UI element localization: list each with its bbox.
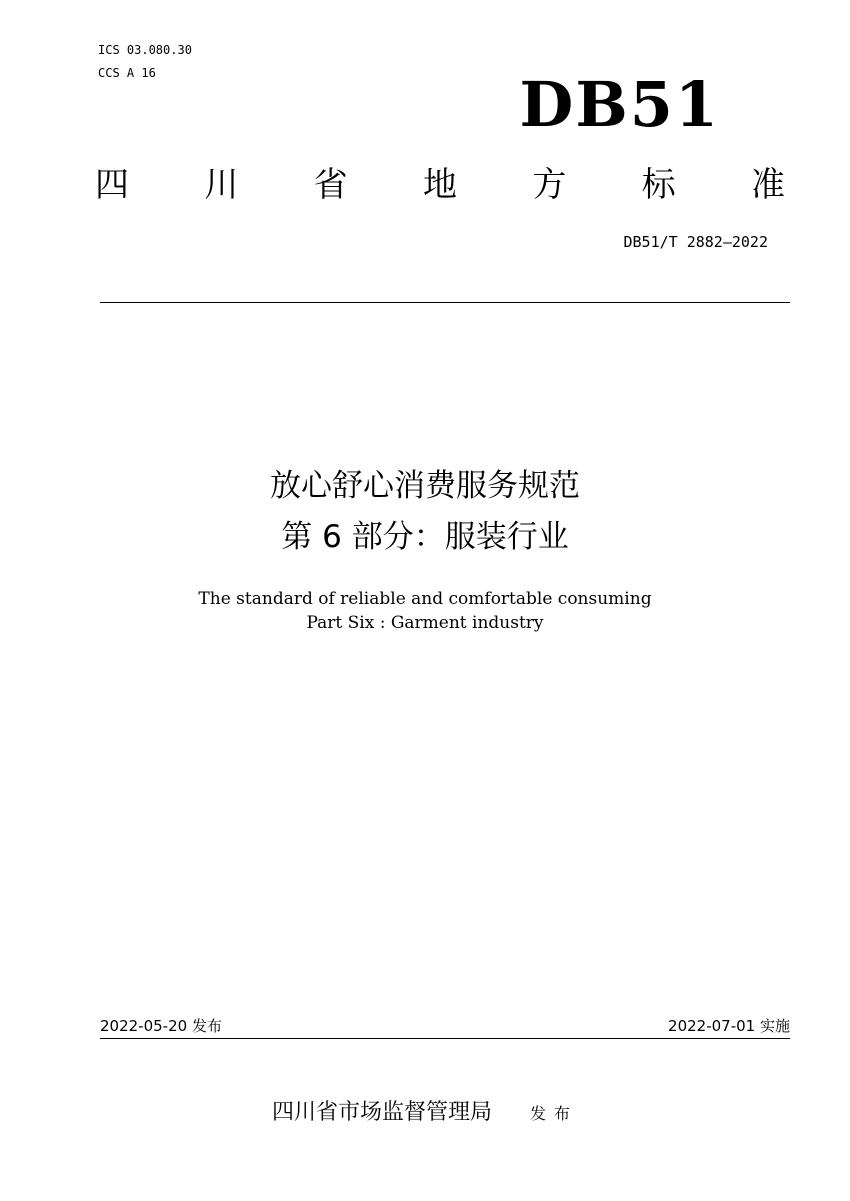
- issue-date: 2022-05-20 发布: [100, 1017, 222, 1035]
- standard-type-char: 标: [641, 165, 676, 205]
- standard-type-char: 方: [532, 165, 567, 205]
- title-en-main: The standard of reliable and comfortable consuming: [198, 589, 652, 609]
- ics-code: ICS 03.080.30: [98, 43, 192, 57]
- standard-type-char: 准: [750, 165, 785, 205]
- db51-logo: DB51: [519, 68, 720, 141]
- standard-type-char: 地: [422, 165, 457, 205]
- issuer-name: 四川省市场监督管理局: [271, 1100, 492, 1125]
- standard-type-heading: [95, 162, 785, 208]
- ccs-code: CCS A 16: [98, 66, 156, 80]
- title-en-part: Part Six : Garment industry: [306, 613, 544, 633]
- bottom-divider: [100, 1038, 790, 1039]
- implementation-date: 2022-07-01 实施: [668, 1017, 790, 1035]
- issuer-action: 发布: [530, 1104, 579, 1123]
- standard-number: DB51/T 2882—2022: [623, 233, 768, 251]
- title-cn-part: 第 6 部分：服装行业: [281, 519, 569, 555]
- standard-type-char: 川: [204, 165, 239, 205]
- issuer-line: [0, 1098, 850, 1129]
- standard-type-char: 省: [313, 165, 348, 205]
- top-divider: [100, 302, 790, 303]
- title-cn-main: 放心舒心消费服务规范: [270, 468, 580, 504]
- standard-type-char: 四: [95, 165, 129, 205]
